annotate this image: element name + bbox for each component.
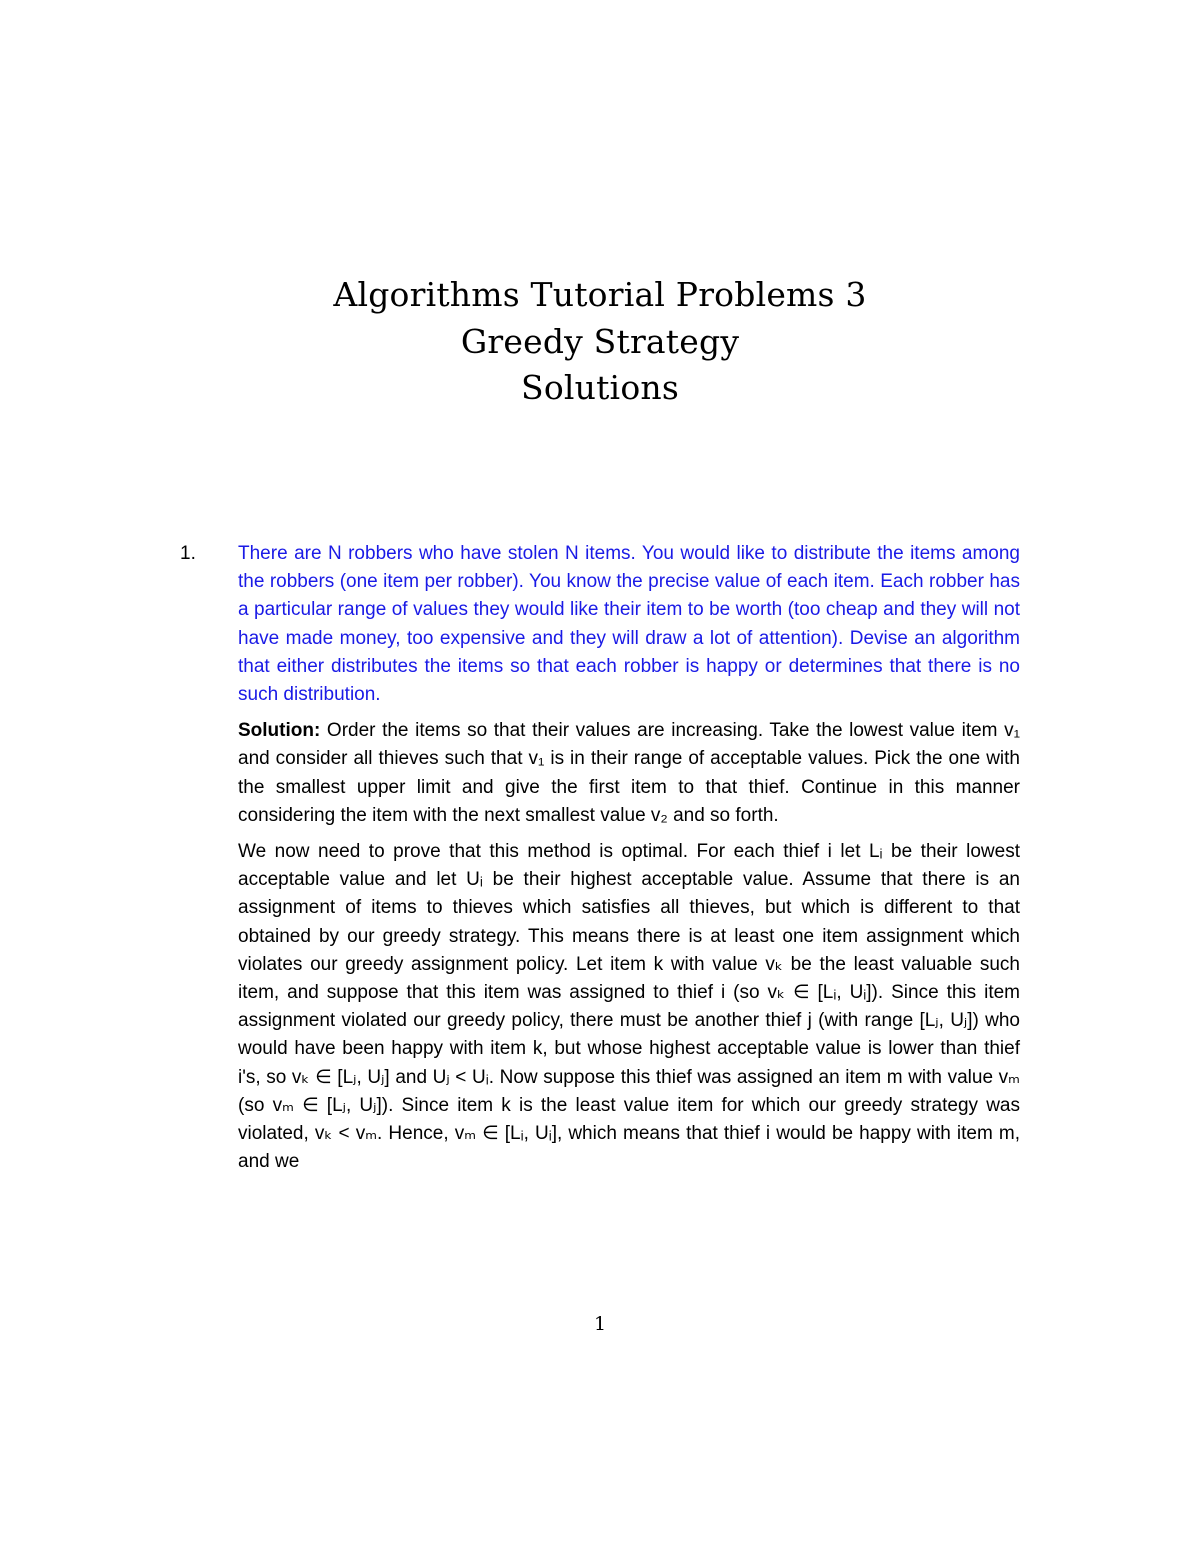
title-line-3: Solutions (521, 368, 679, 407)
solution-paragraph (238, 717, 1020, 830)
solution-text: Order the items so that their values are increasing. Take the lowest value item v₁ and consider all thieves such that v₁ is in their range of acceptable values. Pick the one with the smallest upper limit and give the first item to that thief. Continue in this manner considering the item with the next smallest value v₂ and so forth. (238, 720, 1021, 826)
title-line-2: Greedy Strategy (460, 321, 740, 361)
problem-body (238, 540, 1200, 1184)
solution-label: Solution: (238, 720, 321, 742)
title-line-1: Algorithms Tutorial Problems 3 (333, 275, 867, 314)
page-number: 1 (593, 1313, 607, 1335)
problem-number: 1. (180, 543, 196, 564)
problem-statement: There are N robbers who have stolen N items. You would like to distribute the items among the robbers (one item per robber). You know the precise value of each item. Each robber has a particular range of values they would like their item to be worth (too cheap and they will not have made money, too expensive and they will draw a lot of attention). Devise an algorithm that either distributes the items so that each robber is happy or determines that there is no such distribution. (238, 543, 1020, 706)
document-title (0, 272, 1200, 412)
proof-paragraph: We now need to prove that this method is optimal. For each thief i let Lᵢ be their lowest acceptable value and let Uᵢ be their highest acceptable value. Assume that there is an assignment of items to thieves which satisfies all thieves, but which is different to that obtained by our greedy strategy. This means there is at least one item assignment which violates our greedy assignment policy. Let item k with value vₖ be the least valuable such item, and suppose that this item was assigned to thief i (so vₖ ∈ [Lᵢ, Uᵢ]). Since this item assignment violated our greedy policy, there must be another thief j (with range [Lⱼ, Uⱼ]) who would have been happy with item k, but whose highest acceptable value is lower than thief i's, so vₖ ∈ [Lⱼ, Uⱼ] and Uⱼ < Uᵢ. Now suppose this thief was assigned an item m with value vₘ (so vₘ ∈ [Lⱼ, Uⱼ]). Since item k is the least value item for which our greedy strategy was violated, vₖ < vₘ. Hence, vₘ ∈ [Lᵢ, Uᵢ], which means that thief i would be happy with item m, and we (238, 841, 1020, 1173)
